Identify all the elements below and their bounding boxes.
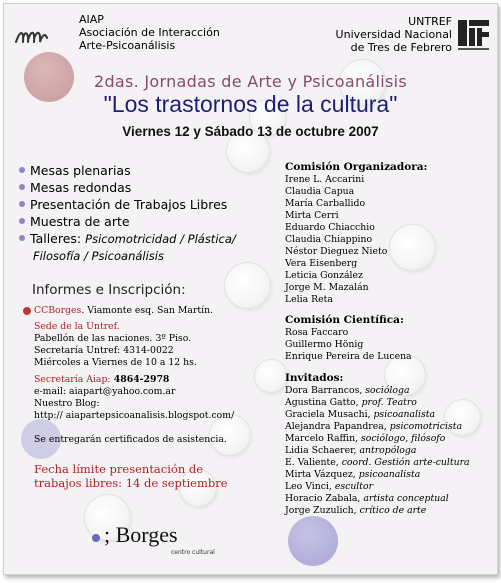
aiap-secretaria-label: Secretaría Aiap: [34,374,111,385]
guest-role: psicomotricista [389,421,463,432]
deadline-line: Fecha límite presentación de [34,462,204,476]
guest-name: Graciela Musachi, [285,409,374,420]
aiap-blog-label: Nuestro Blog: [34,398,100,409]
member-name: Irene L. Accarini [285,174,365,185]
untref-detail: Miércoles a Viernes de 10 a 12 hs. [34,357,197,368]
guest-role: crítico de arte [359,505,427,516]
untref-logo-icon [457,18,491,52]
guest-row [285,421,470,433]
guest-name: Leo Vinci, [285,481,335,492]
poster [3,3,498,575]
guest-name: E. Valiente, [285,457,342,468]
member-name: Guillermo Hönig [285,339,364,350]
guest-role: sociólogo, filósofo [360,433,446,444]
program-item: Mesas redondas [30,180,132,195]
member-name: Vera Eisenberg [285,258,358,269]
cientifica-heading: Comisión Científica: [285,314,404,326]
aiap-phone: 4864-2978 [110,374,170,385]
untref-line: de Tres de Febrero [350,41,452,54]
guest-role: antropóloga [359,445,417,456]
bullet-icon [23,307,31,315]
talleres-topics: Psicomotricidad / Plástica/ [85,232,236,246]
borges-dot-icon [92,534,100,542]
bullet-icon [19,167,25,173]
certificados-note: Se entregarán certificados de asistencia. [34,434,227,445]
aiap-email: e-mail: aiapart@yahoo.com.ar [34,386,176,397]
invitados-heading: Invitados: [285,372,344,384]
guest-role: coord. Gestión arte-cultura [341,457,470,468]
member-name: Claudia Chiappino [285,234,373,245]
program-list [19,162,236,265]
member-name: Enrique Pereira de Lucena [285,351,412,362]
deadline-notice [34,462,228,490]
guest-role: prof. Teatro [361,397,417,408]
bullet-icon [19,235,25,241]
aiap-logo [14,24,74,48]
guest-row [285,505,470,517]
member-name: Leticia González [285,270,363,281]
guest-role: psicoanalista [373,409,436,420]
ccborges-address: . Viamonte esq. San Martín. [81,305,214,316]
program-item: Mesas plenarias [30,163,131,178]
member-name: Rosa Faccaro [285,327,349,338]
guest-row [285,397,470,409]
organizadora-heading: Comisión Organizadora: [285,161,428,173]
untref-logo [457,18,491,52]
guest-name: Mirta Vázquez, [285,469,359,480]
ring-decoration [254,359,288,393]
guest-row [285,481,470,493]
guest-row [285,457,470,469]
aiap-line: AIAP [79,13,104,26]
ring-decoration [224,262,271,309]
right-column [285,161,470,517]
informes-heading: Informes e Inscripción: [32,282,186,298]
aiap-line: Asociación de Interacción [79,26,220,39]
guest-row [285,409,470,421]
aiap-secretaria [34,374,234,386]
guest-name: Horacio Zabala, [285,493,364,504]
list-item [19,213,236,230]
member-name: Néstor Dieguez Nieto [285,246,388,257]
bullet-icon [19,184,25,190]
deadline-line: trabajos libres: 14 de septiembre [34,476,228,490]
aiap-name [79,13,220,52]
talleres-topics: Filosofía / Psicoanálisis [33,249,164,263]
event-subtitle: 2das. Jornadas de Arte y Psicoanálisis [93,72,408,91]
guest-row [285,493,470,505]
guest-row [285,433,470,445]
guest-role: artista conceptual [363,493,449,504]
untref-heading: Sede de la Untref. [34,321,120,332]
ccborges-line [34,305,234,317]
list-item [19,179,236,196]
talleres-label: Talleres: [30,231,82,246]
guest-row [285,385,470,397]
guest-row [285,445,470,457]
member-name: Lelia Reta [285,294,333,305]
guest-row [285,469,470,481]
guest-name: Alejandra Papandrea, [285,421,390,432]
guest-name: Jorge Zuzulich, [285,505,360,516]
guest-name: Dora Barrancos, [285,385,366,396]
program-item: Presentación de Trabajos Libres [30,197,228,212]
lavender-circle-decoration [288,516,338,566]
member-name: Claudia Capua [285,186,355,197]
event-title: "Los trastornos de la cultura" [103,91,398,117]
guest-name: Marcelo Raffin, [285,433,361,444]
guest-role: escultor [334,481,374,492]
informes-details [34,305,234,446]
aiap-signature-icon [14,24,74,48]
event-dates: Viernes 12 y Sábado 13 de octubre 2007 [122,124,379,139]
member-name: Mirta Cerri [285,210,339,221]
untref-line: Universidad Nacional [335,28,452,41]
untref-detail: Secretaría Untref: 4314-0022 [34,345,174,356]
bullet-icon [19,218,25,224]
untref-detail: Pabellón de las naciones. 3º Piso. [34,333,192,344]
guest-name: Agustina Gatto, [285,397,362,408]
aiap-line: Arte-Psicoanálisis [79,39,176,52]
member-name: María Carballido [285,198,366,209]
borges-tagline: centro cultural [171,549,215,556]
member-name: Eduardo Chiacchio [285,222,375,233]
guest-role: psicoanalista [358,469,421,480]
guest-name: Lidia Schaerer, [285,445,360,456]
guest-role: socióloga [365,385,410,396]
bullet-icon [19,201,25,207]
untref-name [336,15,452,54]
list-item [19,230,236,248]
list-item [19,196,236,213]
borges-logo-text: ; Borges [104,522,178,547]
aiap-blog-link: http:// aiapartepsicoanalisis.blogspot.com/ [34,410,235,421]
program-item: Muestra de arte [30,214,130,229]
list-item [19,162,236,179]
ccborges-name: CCBorges [34,305,82,316]
untref-line: UNTREF [408,15,452,28]
member-name: Jorge M. Mazalán [285,282,369,293]
